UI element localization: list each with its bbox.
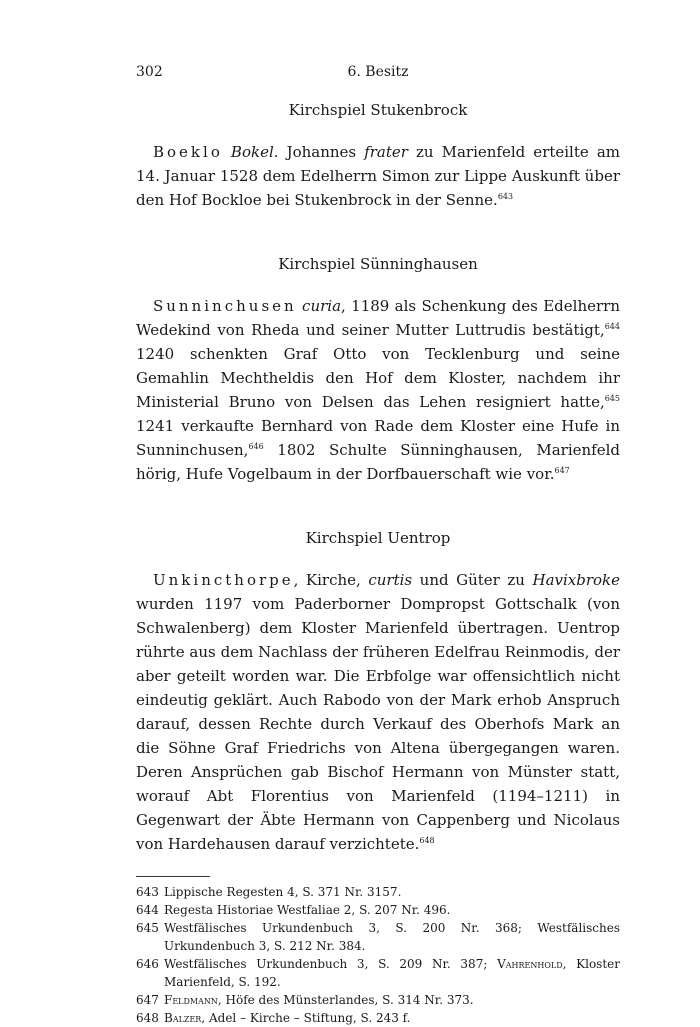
author-name: Feldmann	[164, 993, 218, 1007]
running-header	[136, 58, 620, 80]
footnote-number: 644	[136, 903, 159, 917]
text-run: 1802 Schulte Sünninghausen, Marienfeld hörig, Hufe Vogelbaum in der Dorfbauerschaft wie vor.	[136, 441, 620, 483]
footnote-number: 645	[136, 921, 159, 935]
footnote-ref: 646	[248, 442, 264, 451]
section-stukenbrock	[136, 98, 620, 212]
text-run: 1241 verkaufte Bernhard von Rade dem Kloster eine Hufe in Sunninchusen,	[136, 417, 620, 459]
footnotes	[136, 883, 620, 1027]
footnote-number: 643	[136, 885, 159, 899]
text-run: , Höfe des Münsterlandes, S. 314 Nr. 373.	[217, 993, 474, 1007]
author-name: Balzer	[164, 1011, 202, 1025]
italic-text: Bokel	[230, 143, 274, 161]
text-run: wurden 1197 vom Paderborner Dompropst Gottschalk (von Schwalenberg) dem Kloster Marienfeld übertragen. Uentrop rührte aus dem Nachlass der früheren Edelfrau Reinmodis, der aber geteilt worden war. Die Erbfolge war offensichtlich nicht eindeutig geklärt. Auch Rabodo von der Mark erhob Anspruch darauf, dessen Rechte durch Verkauf des Oberhofs Mark an die Söhne Graf Friedrichs von Altena übergegangen waren. Deren Ansprüchen gab Bischof Hermann von Münster statt, worauf Abt Florentius von Marienfeld (1194–1211) in Gegenwart der Äbte Hermann von Cappenberg und Nicolaus von Hardehausen darauf verzichtete.	[136, 595, 620, 853]
footnote-ref: 648	[419, 836, 435, 845]
text-run: 1240 schenkten Graf Otto von Tecklenburg und seine Gemahlin Mechtheldis den Hof dem Kloster, nachdem ihr Ministerial Bruno von Delsen das Lehen resigniert hatte,	[136, 345, 620, 411]
section-heading: Kirchspiel Uentrop	[305, 529, 451, 547]
text-run: , Kirche,	[293, 571, 369, 589]
footnote	[136, 955, 620, 991]
text-run: Lippische Regesten 4, S. 371 Nr. 3157.	[164, 885, 402, 899]
footnote-ref: 647	[554, 466, 570, 475]
page-number: 302	[136, 64, 163, 80]
place-name-lead: Unkincthorpe	[153, 571, 294, 589]
italic-text: curia	[302, 297, 342, 315]
italic-text: frater	[364, 143, 408, 161]
text-run: zu Marienfeld erteilte am 14. Januar 1528 dem Edelherrn Simon zur Lippe Auskunft über den Hof Bockloe bei Stukenbrock in der Senne.	[136, 143, 620, 209]
section-heading: Kirchspiel Sünninghausen	[278, 255, 478, 273]
footnote-ref: 645	[604, 394, 620, 403]
italic-text: Havixbroke	[532, 571, 621, 589]
paragraph-body	[136, 297, 620, 483]
chapter-title: 6. Besitz	[347, 64, 409, 80]
text-run: , Kloster Marienfeld, S. 192.	[164, 957, 620, 989]
text-run: Westfälisches Urkundenbuch 3, S. 200 Nr. 368; Westfälisches Urkundenbuch 3, S. 212 Nr. 384.	[164, 921, 620, 953]
place-name-lead: Sunninchusen	[153, 297, 297, 315]
footnote-number: 647	[136, 993, 159, 1007]
text-run	[223, 143, 231, 161]
section-heading: Kirchspiel Stukenbrock	[288, 101, 468, 119]
footnote-ref: 643	[497, 192, 514, 201]
section-paragraph	[136, 140, 620, 212]
footnote-ref: 644	[604, 322, 620, 331]
section-paragraph	[136, 294, 620, 486]
paragraph-body	[136, 571, 620, 853]
text-run: und Güter zu	[412, 571, 533, 589]
footnote-number: 646	[136, 957, 159, 971]
author-name: Vahrenhold	[497, 957, 563, 971]
text-run: Westfälisches Urkundenbuch 3, S. 209 Nr. 387;	[164, 957, 498, 971]
footnote	[136, 1009, 620, 1027]
text-run: Regesta Historiae Westfaliae 2, S. 207 Nr. 496.	[164, 903, 451, 917]
footnote	[136, 883, 620, 901]
footnote-separator	[136, 876, 210, 877]
place-name-lead: Boeklo	[153, 143, 223, 161]
section-suenninghausen	[136, 252, 620, 486]
footnote-number: 648	[136, 1011, 159, 1025]
section-uentrop	[136, 526, 620, 856]
italic-text: curtis	[368, 571, 413, 589]
text-run: , Adel – Kirche – Stiftung, S. 243 f.	[201, 1011, 411, 1025]
footnote	[136, 901, 620, 919]
section-paragraph	[136, 568, 620, 856]
text-run: , 1189 als Schenkung des Edelherrn Wedekind von Rheda und seiner Mutter Luttrudis bestätigt,	[136, 297, 620, 339]
text-run: . Johannes	[273, 143, 365, 161]
footnote	[136, 919, 620, 955]
book-page	[136, 58, 620, 1027]
footnote	[136, 991, 620, 1009]
